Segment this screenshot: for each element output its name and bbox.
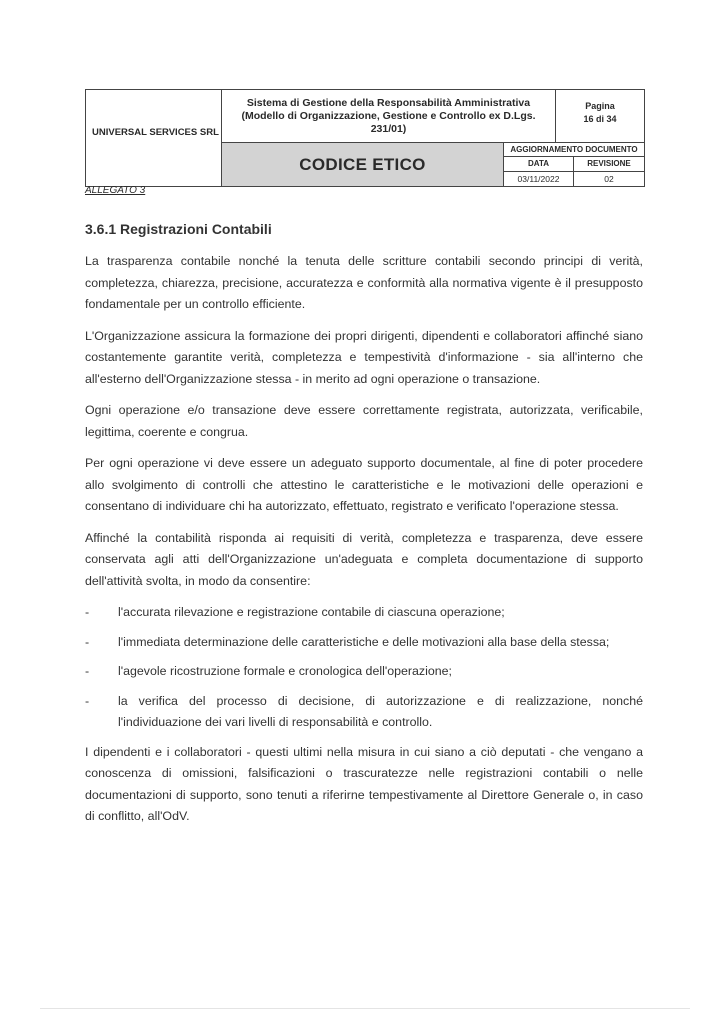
bullet-marker: - <box>85 664 90 678</box>
attachment-label: ALLEGATO 3 <box>85 185 146 196</box>
list-item-text: l'agevole ricostruzione formale e cronologica dell'operazione; <box>118 664 452 678</box>
document-header-table <box>85 89 645 187</box>
list-item-text: l'immediata determinazione delle caratteristiche e delle motivazioni alla base della stessa; <box>118 634 610 649</box>
page-value: 16 di 34 <box>583 114 617 124</box>
bullet-marker: - <box>85 634 90 649</box>
system-title-line: Sistema di Gestione della Responsabilità Amministrativa <box>246 97 531 109</box>
company-name: UNIVERSAL SERVICES SRL <box>86 90 222 186</box>
date-label: DATA <box>504 156 574 171</box>
bullet-marker: - <box>85 605 90 619</box>
document-body <box>85 251 643 838</box>
list-item <box>85 632 643 654</box>
footer-divider <box>40 1008 690 1009</box>
date-value: 03/11/2022 <box>504 171 574 186</box>
paragraph: La trasparenza contabile nonché la tenuta delle scritture contabili secondo principi di verità, completezza, chiarezza, precisione, accuratezza e conformità alla normativa vigente è il presupposto fondamentale per un controllo efficiente. <box>85 254 643 311</box>
paragraph: L'Organizzazione assicura la formazione dei propri dirigenti, dipendenti e collaboratori affinché siano costantemente garantite verità, completezza e tempestività d'informazione - sia all'interno che all'esterno dell'Organizzazione stessa - in merito ad ogni operazione o transazione. <box>85 328 643 386</box>
closing-paragraph: I dipendenti e i collaboratori - questi ultimi nella misura in cui siano a ciò deputati - che vengano a conoscenza di omissioni, falsificazioni o trascuratezze nelle registrazioni contabili o nelle documentazioni di supporto, sono tenuti a riferirne tempestivamente al Direttore Generale o, in caso di conflitto, all'OdV. <box>85 744 643 823</box>
paragraph: Ogni operazione e/o transazione deve essere correttamente registrata, autorizzata, verificabile, legittima, coerente e congrua. <box>85 403 643 439</box>
update-label: AGGIORNAMENTO DOCUMENTO <box>504 142 644 156</box>
paragraph: Per ogni operazione vi deve essere un adeguato supporto documentale, al fine di poter procedere allo svolgimento di controlli che attestino le caratteristiche e le motivazioni delle operazioni e consentano di individuare chi ha autorizzato, effettuato, registrato e verificato l'operazione stessa. <box>85 456 643 513</box>
management-system-title <box>222 90 556 142</box>
list-item <box>85 602 643 624</box>
list-item-text: l'accurata rilevazione e registrazione contabile di ciascuna operazione; <box>118 605 505 619</box>
page-label: Pagina <box>585 101 615 111</box>
system-title-line: 231/01) <box>370 123 407 135</box>
list-item-text: la verifica del processo di decisione, di autorizzazione e di realizzazione, nonché l'individuazione dei vari livelli di responsabilità e controllo. <box>118 693 643 729</box>
revision-label: REVISIONE <box>574 156 644 171</box>
document-title: CODICE ETICO <box>222 142 504 186</box>
paragraph: Affinché la contabilità risponda ai requisiti di verità, completezza e trasparenza, deve essere conservata agli atti dell'Organizzazione un'adeguata e completa documentazione di supporto dell'attività svolta, in modo da consentire: <box>85 530 643 588</box>
section-title: 3.6.1 Registrazioni Contabili <box>85 221 272 237</box>
revision-value: 02 <box>574 171 644 186</box>
list-item <box>85 691 643 734</box>
bullet-marker: - <box>85 693 90 708</box>
list-item <box>85 661 643 683</box>
system-title-line: (Modello di Organizzazione, Gestione e Controllo ex D.Lgs. <box>241 110 536 122</box>
page-number-cell <box>556 90 644 142</box>
